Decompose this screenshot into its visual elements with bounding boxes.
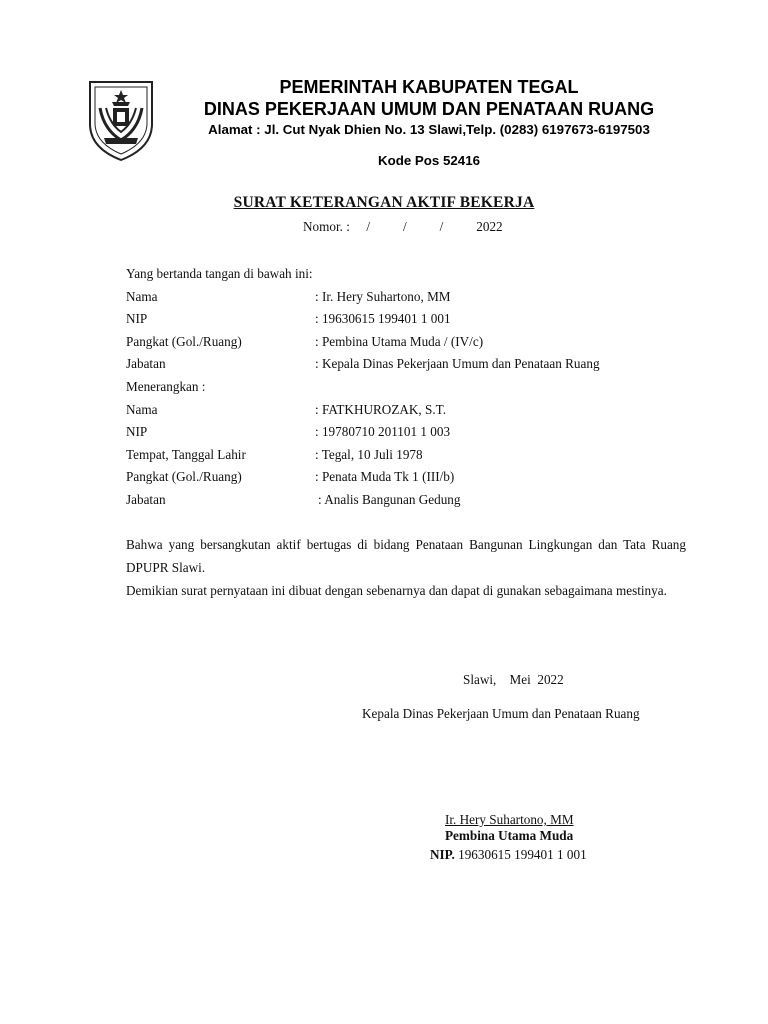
document-number: Nomor. : / / / 2022	[303, 219, 503, 234]
field-label: Nama	[126, 401, 158, 417]
signatory-nip	[430, 847, 587, 863]
document-title: SURAT KETERANGAN AKTIF BEKERJA	[233, 194, 535, 211]
subject-row	[126, 466, 686, 489]
postal-code: Kode Pos 52416	[378, 153, 480, 168]
signer-row	[126, 353, 686, 376]
field-label: Pangkat (Gol./Ruang)	[126, 333, 242, 349]
agency-address: Alamat : Jl. Cut Nyak Dhien No. 13 Slawi,Telp. (0283) 6197673-6197503	[208, 122, 650, 137]
field-value: : Penata Muda Tk 1 (III/b)	[315, 469, 455, 485]
intro-line	[126, 263, 686, 286]
explains-label: Menerangkan :	[126, 378, 206, 394]
field-value: : Analis Bangunan Gedung	[318, 491, 461, 507]
field-value: : Pembina Utama Muda / (IV/c)	[315, 333, 484, 349]
agency-name: DINAS PEKERJAAN UMUM DAN PENATAAN RUANG	[203, 99, 655, 119]
statement-paragraph: Bahwa yang bersangkutan aktif bertugas di bidang Penataan Bangunan Lingkungan dan Tata Ruang DPUPR Slawi.	[126, 537, 686, 575]
nip-label: NIP.	[430, 847, 455, 862]
signer-row	[126, 286, 686, 309]
signatory-rank: Pembina Utama Muda	[445, 828, 574, 843]
field-value: : 19780710 201101 1 003	[315, 424, 451, 440]
field-value: : FATKHUROZAK, S.T.	[315, 401, 447, 417]
regency-coat-of-arms-icon	[86, 78, 156, 162]
field-label: Tempat, Tanggal Lahir	[126, 446, 246, 462]
field-value: : Kepala Dinas Pekerjaan Umum dan Penataan Ruang	[315, 356, 600, 372]
field-value: : 19630615 199401 1 001	[315, 311, 451, 327]
explains-line	[126, 376, 686, 399]
letterhead	[0, 0, 768, 170]
field-label: Jabatan	[126, 356, 166, 372]
field-value: : Tegal, 10 Juli 1978	[315, 446, 423, 462]
subject-row	[126, 489, 686, 512]
field-label: NIP	[126, 424, 148, 440]
signatory-position: Kepala Dinas Pekerjaan Umum dan Penataan Ruang	[362, 706, 640, 721]
signer-row	[126, 331, 686, 354]
signer-row	[126, 308, 686, 331]
subject-row	[126, 399, 686, 422]
signatory-name: Ir. Hery Suhartono, MM	[445, 812, 574, 827]
field-label: Jabatan	[126, 491, 166, 507]
place-date: Slawi, Mei 2022	[463, 672, 564, 687]
field-label: Pangkat (Gol./Ruang)	[126, 469, 242, 485]
nip-value: 19630615 199401 1 001	[454, 847, 587, 862]
field-value: : Ir. Hery Suhartono, MM	[315, 288, 451, 304]
field-label: Nama	[126, 288, 158, 304]
letter-body	[126, 263, 686, 512]
intro-text: Yang bertanda tangan di bawah ini:	[126, 266, 313, 281]
subject-row	[126, 421, 686, 444]
subject-row	[126, 444, 686, 467]
field-label: NIP	[126, 311, 148, 327]
government-name: PEMERINTAH KABUPATEN TEGAL	[279, 77, 579, 97]
closing-paragraph: Demikian surat pernyataan ini dibuat dengan sebenarnya dan dapat di gunakan sebagaimana mestinya.	[126, 583, 667, 598]
